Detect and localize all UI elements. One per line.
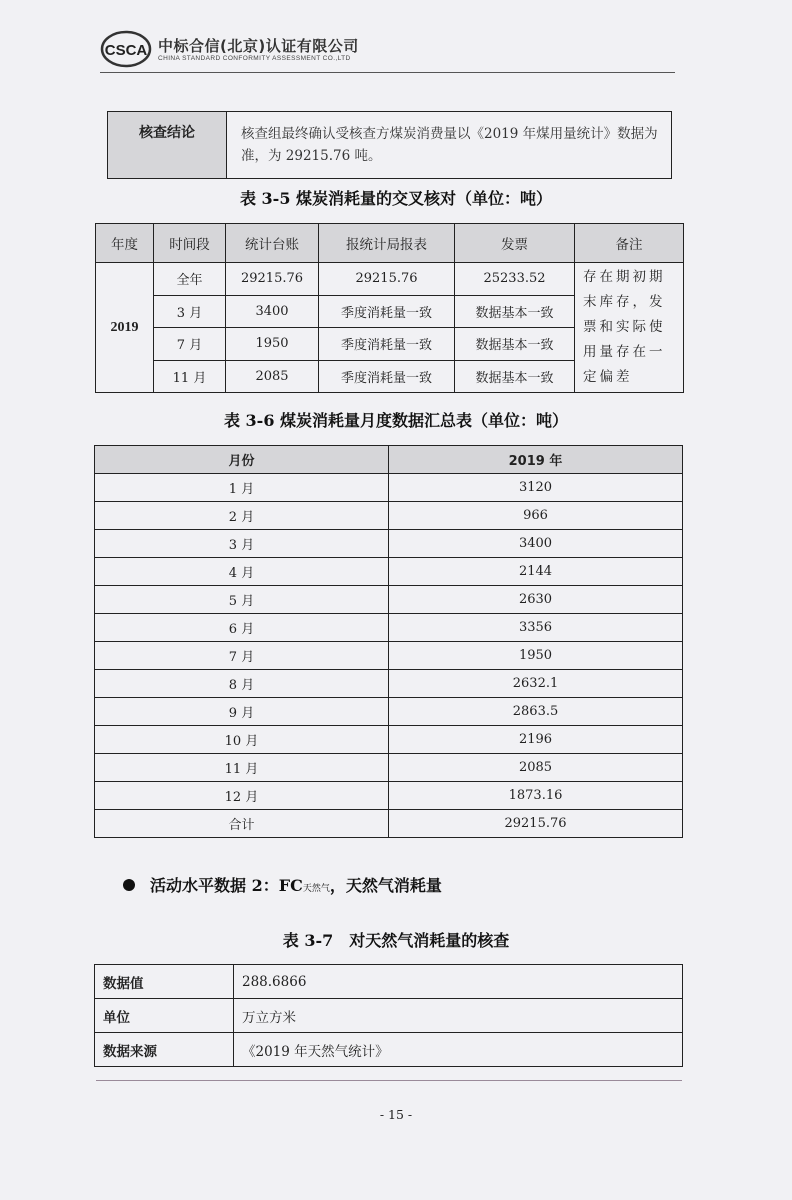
month-cell: 7 月 <box>95 642 389 670</box>
table-row <box>95 810 683 838</box>
value-cell: 2144 <box>389 558 683 586</box>
remark-cell: 存在期初期末库存，发票和实际使用量存在一定偏差 <box>575 263 684 393</box>
table-cell: 3400 <box>226 295 319 328</box>
table-row <box>95 642 683 670</box>
table-row <box>108 112 672 179</box>
row-label: 数据来源 <box>95 1033 234 1067</box>
value-cell: 1873.16 <box>389 782 683 810</box>
table-header-row <box>95 446 683 474</box>
table-cell: 29215.76 <box>319 263 455 296</box>
table-cell: 数据基本一致 <box>455 295 575 328</box>
value-cell: 2630 <box>389 586 683 614</box>
table-cell: 11 月 <box>154 360 226 393</box>
conclusion-table <box>107 111 672 179</box>
value-cell: 2863.5 <box>389 698 683 726</box>
column-header: 年度 <box>96 224 154 263</box>
month-cell: 1 月 <box>95 474 389 502</box>
column-header: 发票 <box>455 224 575 263</box>
table-row <box>95 530 683 558</box>
page-number: - 15 - <box>379 1107 413 1122</box>
table-row <box>95 782 683 810</box>
table-cell: 季度消耗量一致 <box>319 328 455 361</box>
coal-cross-check-table <box>95 223 684 393</box>
gas-check-table <box>94 964 683 1067</box>
table-cell: 数据基本一致 <box>455 360 575 393</box>
table-row <box>95 586 683 614</box>
bullet-suffix: ，天然气消耗量 <box>329 876 442 895</box>
table-row <box>95 965 683 999</box>
value-cell: 3356 <box>389 614 683 642</box>
svg-text:CSCA: CSCA <box>104 42 148 59</box>
year-cell: 2019 <box>96 263 154 393</box>
month-cell: 3 月 <box>95 530 389 558</box>
table-3-6-caption: 表 3-6 煤炭消耗量月度数据汇总表（单位：吨） <box>223 411 569 430</box>
row-value: 《2019 年天然气统计》 <box>234 1033 683 1067</box>
table-cell: 季度消耗量一致 <box>319 295 455 328</box>
bullet-icon <box>123 879 135 891</box>
month-cell: 5 月 <box>95 586 389 614</box>
table-row <box>95 754 683 782</box>
table-row <box>95 614 683 642</box>
row-label: 单位 <box>95 999 234 1033</box>
table-row <box>95 502 683 530</box>
month-cell: 6 月 <box>95 614 389 642</box>
column-header: 备注 <box>575 224 684 263</box>
value-cell: 2632.1 <box>389 670 683 698</box>
conclusion-label: 核查结论 <box>108 112 227 179</box>
value-cell: 966 <box>389 502 683 530</box>
table-cell: 3 月 <box>154 295 226 328</box>
month-cell: 9 月 <box>95 698 389 726</box>
table-cell: 季度消耗量一致 <box>319 360 455 393</box>
conclusion-text: 核查组最终确认受核查方煤炭消费量以《2019 年煤用量统计》数据为准，为 29215.76 吨。 <box>227 112 672 179</box>
company-name-cn: 中标合信(北京)认证有限公司 <box>158 37 359 55</box>
month-cell: 合计 <box>95 810 389 838</box>
table-row <box>96 263 684 296</box>
table-cell: 2085 <box>226 360 319 393</box>
table-row <box>95 474 683 502</box>
row-value: 万立方米 <box>234 999 683 1033</box>
table-cell: 25233.52 <box>455 263 575 296</box>
table-cell: 数据基本一致 <box>455 328 575 361</box>
table-3-5-caption: 表 3-5 煤炭消耗量的交叉核对（单位：吨） <box>239 189 553 208</box>
bullet-prefix: 活动水平数据 2：FC <box>150 876 303 895</box>
table-header-row <box>96 224 684 263</box>
table-cell: 全年 <box>154 263 226 296</box>
column-header: 报统计局报表 <box>319 224 455 263</box>
table-cell: 1950 <box>226 328 319 361</box>
column-header: 月份 <box>95 446 389 474</box>
month-cell: 12 月 <box>95 782 389 810</box>
bullet-subscript: 天然气 <box>302 884 330 894</box>
header-divider <box>100 72 675 73</box>
table-row <box>95 726 683 754</box>
table-row <box>95 670 683 698</box>
month-cell: 11 月 <box>95 754 389 782</box>
table-row <box>95 1033 683 1067</box>
table-cell: 7 月 <box>154 328 226 361</box>
month-cell: 4 月 <box>95 558 389 586</box>
row-label: 数据值 <box>95 965 234 999</box>
row-value: 288.6866 <box>234 965 683 999</box>
company-name-en: CHINA STANDARD CONFORMITY ASSESSMENT CO.,LTD <box>158 55 351 62</box>
table-row <box>95 698 683 726</box>
coal-monthly-table <box>94 445 683 838</box>
table-row <box>95 558 683 586</box>
value-cell: 2196 <box>389 726 683 754</box>
month-cell: 8 月 <box>95 670 389 698</box>
value-cell: 3120 <box>389 474 683 502</box>
footer-divider <box>96 1080 682 1081</box>
value-cell: 2085 <box>389 754 683 782</box>
column-header: 2019 年 <box>389 446 683 474</box>
value-cell: 1950 <box>389 642 683 670</box>
section-bullet <box>150 873 442 896</box>
table-row <box>95 999 683 1033</box>
csca-logo <box>100 30 152 68</box>
month-cell: 10 月 <box>95 726 389 754</box>
value-cell: 3400 <box>389 530 683 558</box>
month-cell: 2 月 <box>95 502 389 530</box>
table-cell: 29215.76 <box>226 263 319 296</box>
value-cell: 29215.76 <box>389 810 683 838</box>
column-header: 时间段 <box>154 224 226 263</box>
table-3-7-caption: 表 3-7 对天然气消耗量的核查 <box>282 931 510 950</box>
column-header: 统计台账 <box>226 224 319 263</box>
